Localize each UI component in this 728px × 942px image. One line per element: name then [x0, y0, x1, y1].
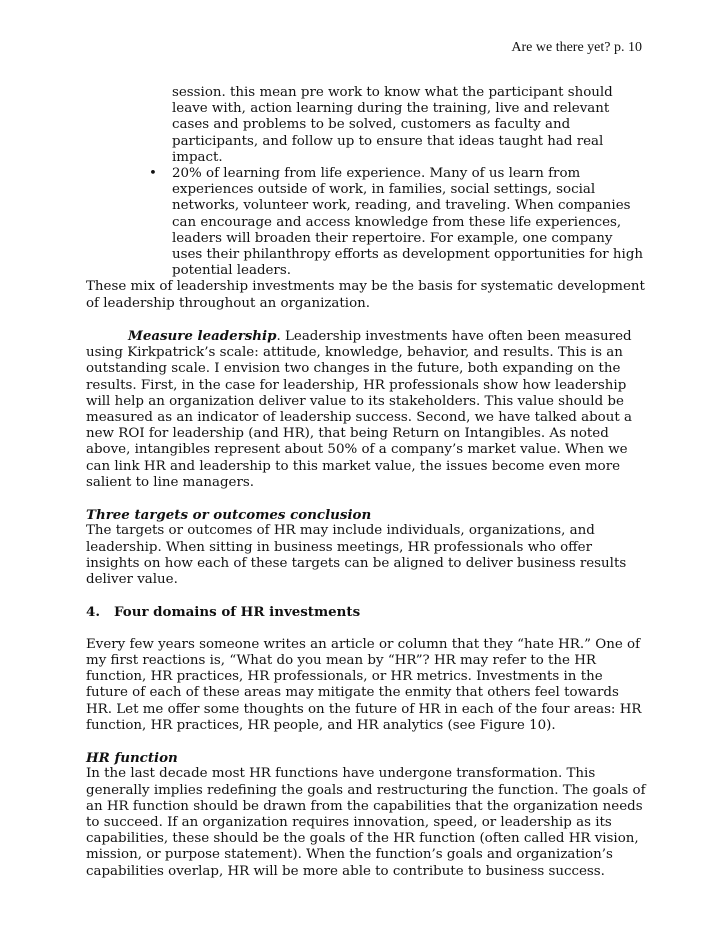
heading-hr-function: HR function — [86, 750, 178, 767]
paragraph-leadership-mix: These mix of leadership investments may be the basis for systematic development of leadership throughout an organization. — [86, 279, 645, 311]
section-number: 4. — [86, 604, 100, 621]
bullet-icon: • — [149, 166, 157, 182]
measure-leadership-lead: Measure leadership — [128, 328, 277, 345]
heading-targets-conclusion: Three targets or outcomes conclusion — [86, 507, 372, 524]
section-heading-4 — [86, 604, 646, 620]
running-header: Are we there yet? p. 10 — [511, 40, 642, 55]
page-body — [86, 85, 646, 880]
bullet-item — [149, 166, 646, 279]
paragraph-hr-function: In the last decade most HR functions have undergone transformation. This generally implies redefining the goals and restructuring the function. The goals of an HR function should be drawn from the capabilities that the organization needs to succeed. If an organization requires innovation, speed, or leadership as its capabilities, these should be the goals of the HR function (often called HR vision, mission, or purpose statement). When the function’s goals and organization’s capabilities overlap, HR will be more able to contribute to business success. — [86, 766, 646, 879]
list-item-continuation: session. this mean pre work to know what the participant should leave with, action learning during the training, live and relevant cases and problems to be solved, customers as faculty and participants, and follow up to ensure that ideas taught had real impact. — [172, 85, 613, 165]
paragraph-measure-leadership — [86, 328, 646, 491]
paragraph-targets: The targets or outcomes of HR may include individuals, organizations, and leadership. When sitting in business meetings, HR professionals who offer insights on how each of these targets can be aligned to deliver business results deliver value. — [86, 523, 627, 588]
section-title: Four domains of HR investments — [114, 604, 361, 621]
bullet-text: 20% of learning from life experience. Many of us learn from experiences outside of work, in families, social settings, social networks, volunteer work, reading, and traveling. When companies can encourage and access knowledge from these life experiences, leaders will broaden their repertoire. For example, one company uses their philanthropy efforts as development opportunities for high potential leaders. — [172, 166, 644, 279]
paragraph-hate-hr: Every few years someone writes an article or column that they “hate HR.” One of my first reactions is, “What do you mean by “HR”? HR may refer to the HR function, HR practices, HR professionals, or HR metrics. Investments in the future of each of these areas may mitigate the enmity that others feel towards HR. Let me offer some thoughts on the future of HR in each of the four areas: HR function, HR practices, HR people, and HR analytics (see Figure 10). — [86, 636, 642, 733]
measure-leadership-text: . Leadership investments have often been measured using Kirkpatrick’s scale: attitude, knowledge, behavior, and results. This is an outstanding scale. I envision two changes in the future, both expanding on the results. First, in the case for leadership, HR professionals show how leadership will help an organization deliver value to its stakeholders. This value should be measured as an indicator of leadership success. Second, we have talked about a new ROI for leadership (and HR), that being Return on Intangibles. As noted above, intangibles represent about 50% of a company’s market value. When we can link HR and leadership to this market value, the issues become even more salient to line managers. — [86, 329, 632, 490]
